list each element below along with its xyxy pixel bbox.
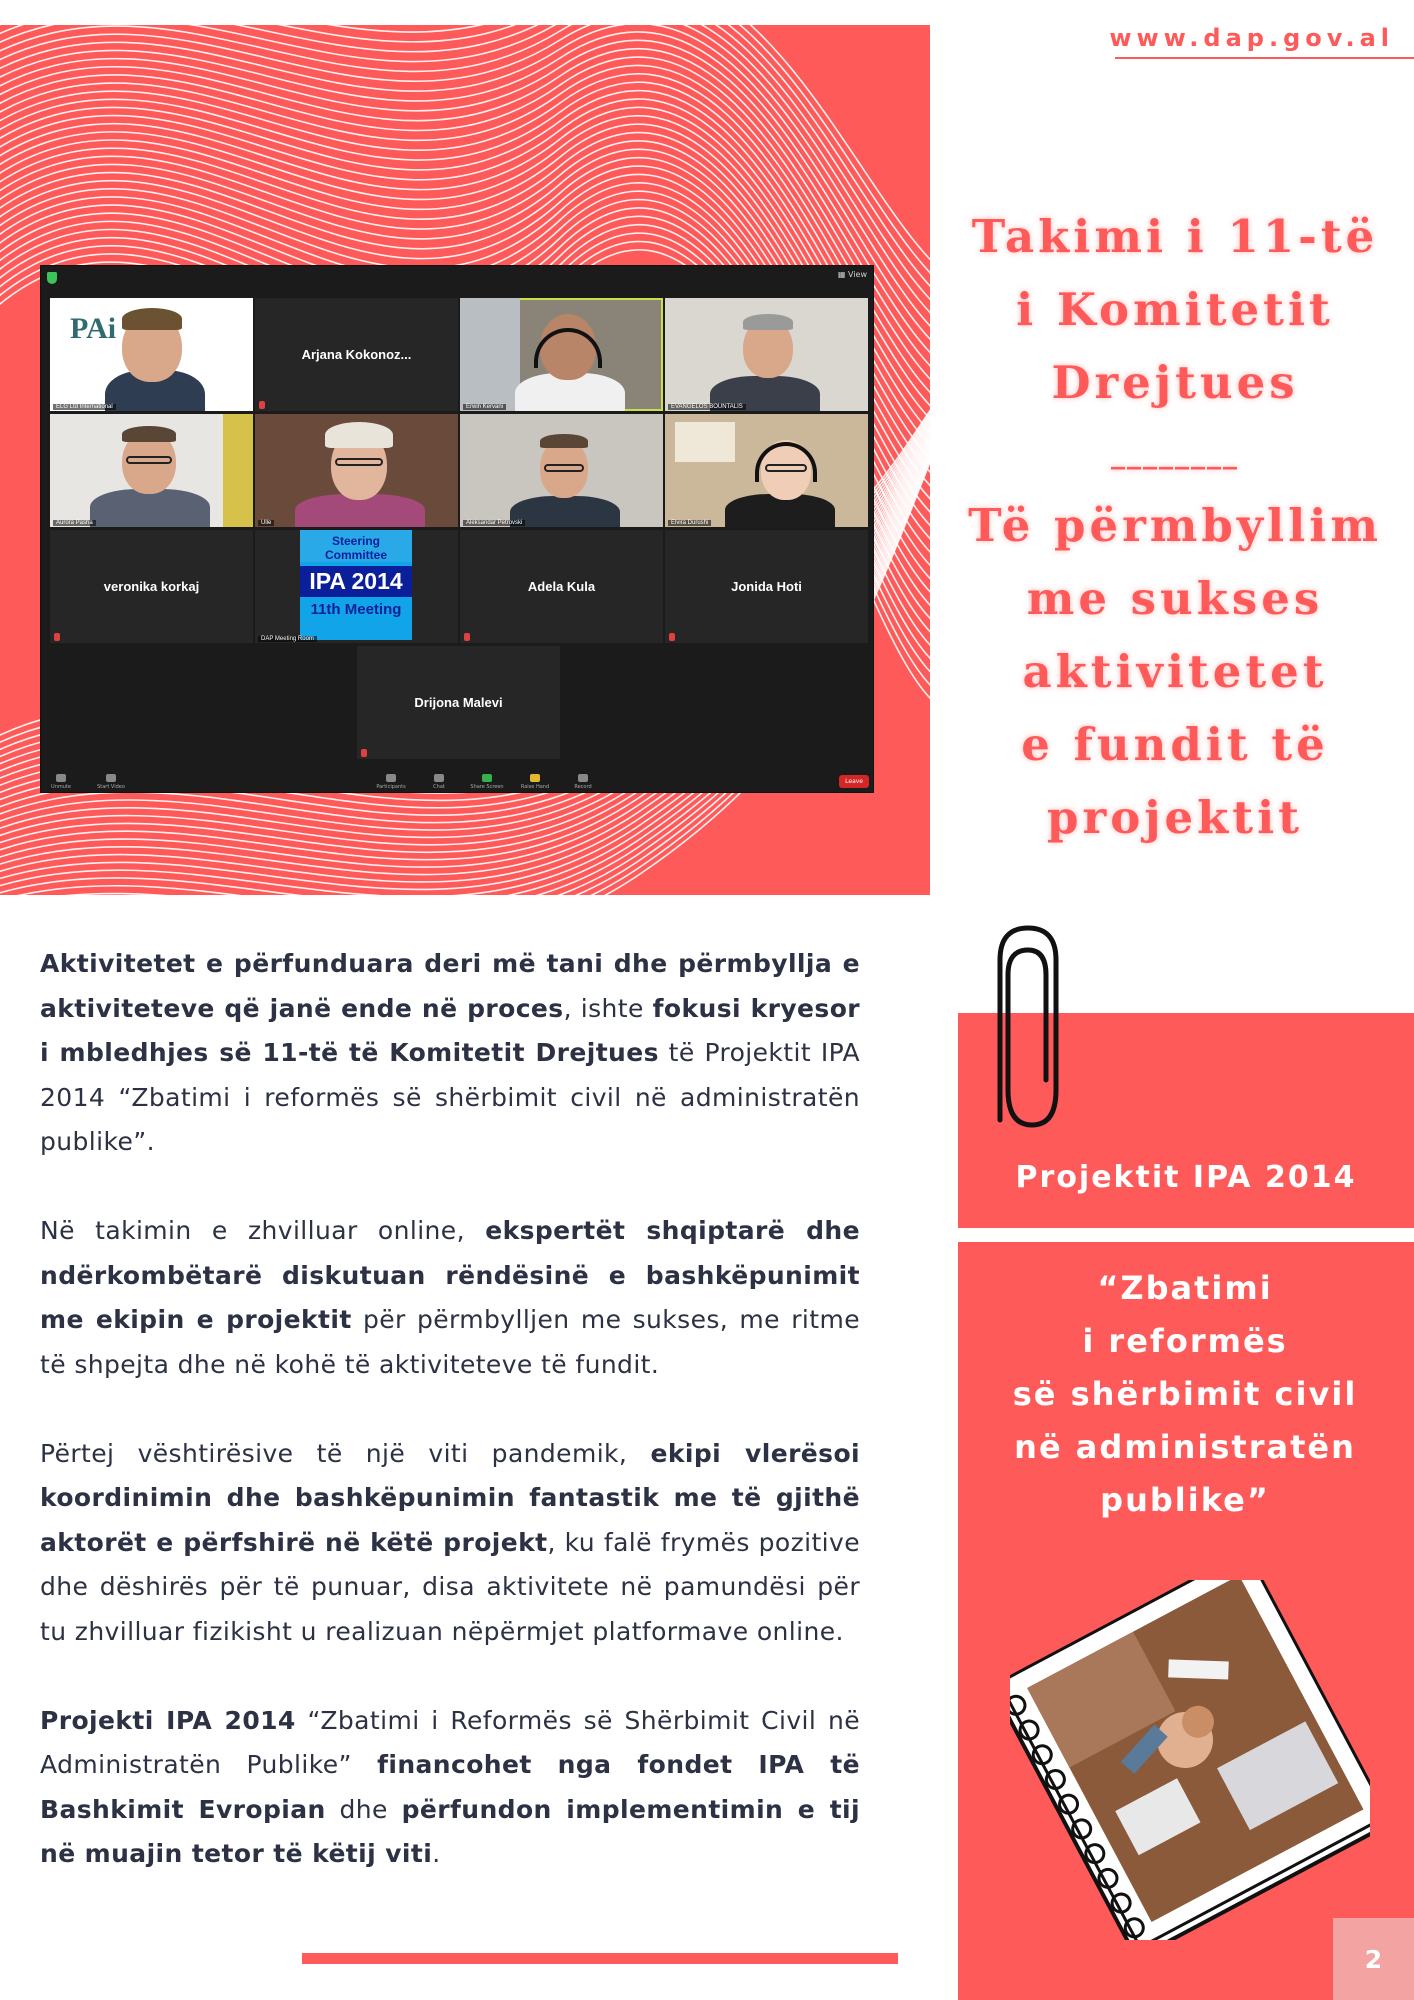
steering-committee-slide: Steering Committee IPA 2014 11th Meeting bbox=[300, 530, 412, 640]
video-tile-11 bbox=[460, 530, 663, 643]
hero-banner bbox=[0, 25, 930, 895]
headline-line: Të përmbyllim bbox=[968, 499, 1382, 552]
headline-separator: ________ bbox=[1111, 437, 1239, 470]
paragraph bbox=[40, 1209, 860, 1387]
share-screen-button[interactable]: Share Screen bbox=[467, 774, 507, 790]
security-shield-icon bbox=[47, 272, 57, 284]
participant-name: veronika korkaj bbox=[103, 579, 200, 594]
page-number: 2 bbox=[1333, 1918, 1414, 2000]
project-title: Projektit IPA 2014 bbox=[1015, 1160, 1357, 1195]
participant-name: Jonida Hoti bbox=[731, 579, 802, 594]
video-tile-5 bbox=[50, 414, 253, 527]
text: dhe bbox=[325, 1794, 402, 1824]
muted-mic-icon bbox=[464, 633, 470, 641]
tile-caption: ELG Ltd International bbox=[53, 404, 116, 410]
text: . bbox=[432, 1839, 441, 1868]
bold-text: përfundon implementimin e tij në muajin tetor të këtij viti bbox=[40, 1794, 860, 1868]
video-tile-13 bbox=[357, 646, 560, 759]
paragraph bbox=[40, 1699, 860, 1877]
headline-line: Drejtues bbox=[1051, 356, 1299, 409]
participant-name: Adela Kula bbox=[527, 579, 596, 594]
quote-line: publike” bbox=[1100, 1481, 1270, 1519]
view-button[interactable]: ▦ View bbox=[837, 270, 867, 279]
raise-hand-button[interactable]: Raise Hand bbox=[515, 774, 555, 790]
start-video-button[interactable]: Start Video bbox=[91, 774, 131, 790]
bold-text: fokusi kryesor i mbledhjes së 11-të të Komitetit Drejtues bbox=[40, 993, 861, 1067]
text: për përmbylljen me sukses, me ritme të shpejta dhe në kohë të aktiviteteve të fundit. bbox=[40, 1305, 860, 1379]
video-tile-12 bbox=[665, 530, 868, 643]
tile-caption: Aurora Pasha bbox=[53, 520, 96, 526]
notebook-illustration bbox=[1010, 1580, 1370, 1940]
muted-mic-icon bbox=[259, 401, 265, 409]
tile-caption: Elvira Durushi bbox=[668, 520, 711, 526]
tile-caption: Ulle bbox=[258, 520, 274, 526]
leave-button[interactable]: Leave bbox=[839, 775, 869, 788]
headline-line: aktivitetet bbox=[1022, 645, 1328, 698]
zoom-control-bar bbox=[41, 768, 873, 792]
paragraph bbox=[40, 942, 860, 1165]
quote-line: i reformës bbox=[1082, 1322, 1288, 1360]
url-underline bbox=[1115, 57, 1414, 59]
quote-line: në administratën bbox=[1014, 1428, 1356, 1466]
quote-line: së shërbimit civil bbox=[1012, 1375, 1358, 1413]
record-button[interactable]: Record bbox=[563, 774, 603, 790]
participant-name: Arjana Kokonoz... bbox=[301, 347, 412, 362]
video-tile-3 bbox=[460, 298, 663, 411]
chat-button[interactable]: Chat bbox=[419, 774, 459, 790]
bold-text: Aktivitetet e përfunduara deri më tani dhe përmbyllja e aktiviteteve që janë ende në proces bbox=[40, 949, 860, 1023]
pai-logo: PAi bbox=[70, 312, 117, 345]
unmute-button[interactable]: Unmute bbox=[41, 774, 81, 790]
quote-line: “Zbatimi bbox=[1097, 1269, 1273, 1307]
article-body bbox=[40, 942, 860, 1921]
footer-accent-bar bbox=[302, 1953, 898, 1964]
text: “Zbatimi i Reformës së Shërbimit Civil në Administratën Publike” bbox=[40, 1705, 860, 1779]
tile-caption: Erwin Kervani bbox=[463, 404, 506, 410]
text: , ku falë frymës pozitive dhe dëshirës për të punuar, disa aktivitete në pamundësi për tu zhvilluar fizikisht u realizuan nëpërmjet platformave online. bbox=[40, 1527, 860, 1646]
tile-caption: DAP Meeting Room bbox=[258, 636, 317, 642]
video-tile-8 bbox=[665, 414, 868, 527]
text: Përtej vështirësive të një viti pandemik, bbox=[40, 1438, 651, 1468]
project-quote bbox=[975, 1262, 1395, 1527]
headline-line: projektit bbox=[1047, 791, 1303, 844]
muted-mic-icon bbox=[361, 749, 367, 757]
video-tile-9 bbox=[50, 530, 253, 643]
paperclip-icon bbox=[960, 920, 1060, 1140]
video-tile-10 bbox=[255, 530, 458, 643]
zoom-meeting-screenshot bbox=[40, 265, 874, 793]
headline bbox=[950, 200, 1400, 854]
text: Në takimin e zhvilluar online, bbox=[40, 1216, 486, 1245]
bold-text: ekspertët shqiptarë dhe ndërkombëtarë diskutuan rëndësinë e bashkëpunimit me ekipin e projektit bbox=[40, 1216, 860, 1334]
website-url[interactable]: www.dap.gov.al bbox=[1109, 24, 1394, 52]
muted-mic-icon bbox=[54, 633, 60, 641]
bold-text: Projekti IPA 2014 bbox=[40, 1705, 296, 1735]
text: të Projektit IPA 2014 “Zbatimi i reformës së shërbimit civil në administratën publike”. bbox=[40, 1038, 860, 1156]
participant-name: Drijona Malevi bbox=[414, 695, 503, 710]
video-tile-2 bbox=[255, 298, 458, 411]
paragraph bbox=[40, 1432, 860, 1655]
tile-caption: EVANGELOS BOUNTALIS bbox=[668, 404, 746, 410]
headline-line: e fundit të bbox=[1021, 718, 1329, 771]
muted-mic-icon bbox=[669, 633, 675, 641]
bold-text: ekipi vlerësoi koordinimin dhe bashkëpunimin fantastik me të gjithë aktorët e përfshirë në këtë projekt bbox=[40, 1438, 860, 1557]
video-tile-1 bbox=[50, 298, 253, 411]
headline-line: me sukses bbox=[1026, 572, 1324, 625]
bold-text: financohet nga fondet IPA të Bashkimit Evropian bbox=[40, 1750, 860, 1824]
text: , ishte bbox=[563, 993, 653, 1023]
video-tile-7 bbox=[460, 414, 663, 527]
video-tile-4 bbox=[665, 298, 868, 411]
tile-caption: Aleksandar Petrovski bbox=[463, 520, 525, 526]
video-tile-6 bbox=[255, 414, 458, 527]
headline-line: i Komitetit bbox=[1016, 283, 1334, 336]
participants-button[interactable]: Participants bbox=[371, 774, 411, 790]
headline-line: Takimi i 11-të bbox=[971, 210, 1379, 263]
